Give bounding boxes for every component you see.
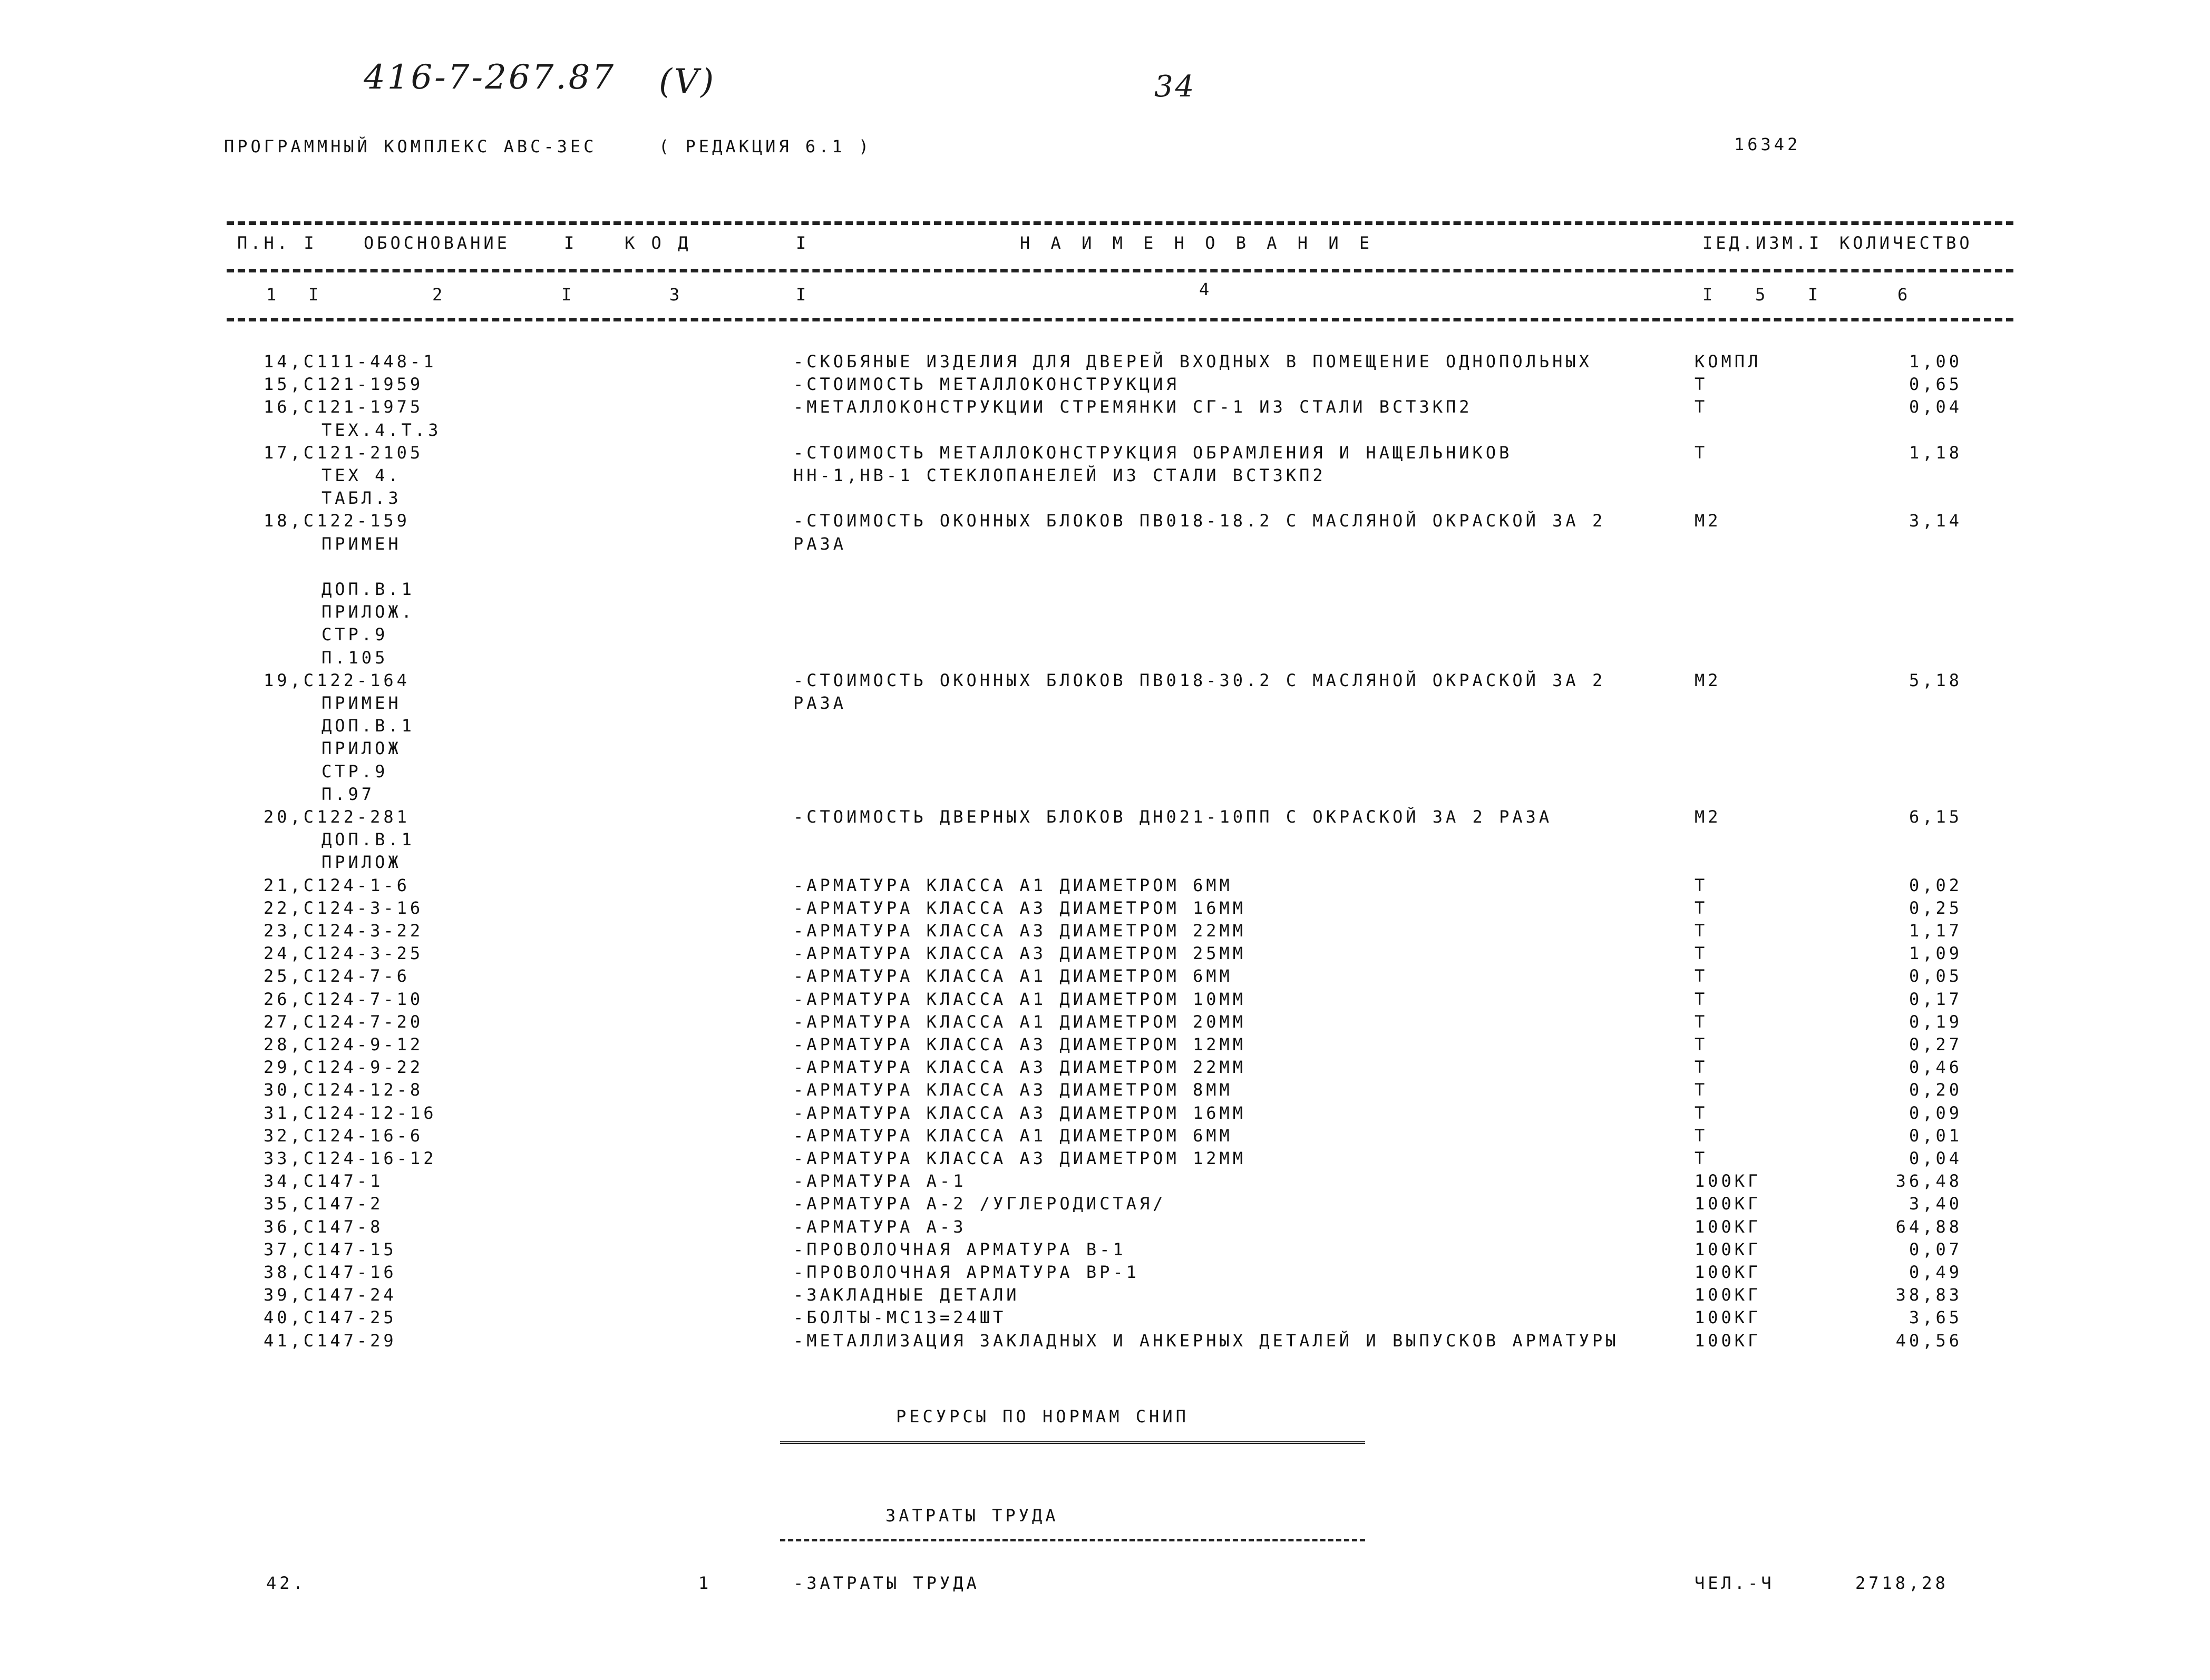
row-id-basis: 19,C122-164 <box>264 670 410 690</box>
row-quantity: 5,18 <box>1909 670 1962 690</box>
row-id-basis: 38,C147-16 <box>264 1262 397 1282</box>
header-col-qty: КОЛИЧЕСТВО <box>1839 233 1973 253</box>
row-name: -АРМАТУРА КЛАССА А3 ДИАМЕТРОМ 12ММ <box>793 1148 1247 1168</box>
row-unit: М2 <box>1695 511 1721 531</box>
row-unit: Т <box>1695 943 1708 964</box>
row-unit: 100КГ <box>1695 1307 1761 1328</box>
row-name: НН-1,НВ-1 СТЕКЛОПАНЕЛЕЙ ИЗ СТАЛИ ВСТ3КП2 <box>793 465 1326 485</box>
row-id-basis: 31,C124-12-16 <box>264 1102 437 1123</box>
row-unit: 100КГ <box>1695 1216 1761 1237</box>
row-unit: Т <box>1695 1011 1708 1032</box>
final-row-id: 42. <box>266 1573 306 1593</box>
row-quantity: 0,05 <box>1909 966 1962 986</box>
row-name: -АРМАТУРА КЛАССА А3 ДИАМЕТРОМ 22ММ <box>793 1057 1247 1078</box>
section-labour-title: ЗАТРАТЫ ТРУДА <box>885 1506 1059 1526</box>
row-name: -АРМАТУРА КЛАССА А1 ДИАМЕТРОМ 6ММ <box>793 966 1233 986</box>
row-quantity: 0,65 <box>1909 374 1962 395</box>
row-basis-continuation: СТР.9 <box>322 761 388 782</box>
row-name: -МЕТАЛЛОКОНСТРУКЦИИ СТРЕМЯНКИ СГ-1 ИЗ СТАЛИ ВСТ3КП2 <box>793 397 1473 417</box>
row-quantity: 3,40 <box>1909 1194 1962 1214</box>
final-row-unit: ЧЕЛ.-Ч <box>1695 1573 1775 1593</box>
section-resources-rule <box>780 1441 1365 1444</box>
row-basis-continuation: ДОП.В.1 <box>322 716 415 736</box>
row-quantity: 0,19 <box>1909 1011 1962 1032</box>
header-num-4: 4 <box>1199 279 1213 299</box>
row-quantity: 6,15 <box>1909 807 1962 827</box>
program-edition: ( РЕДАКЦИЯ 6.1 ) <box>659 136 872 157</box>
row-quantity: 1,00 <box>1909 351 1962 372</box>
final-row-code: 1 <box>698 1573 712 1593</box>
row-basis-continuation: ТЕХ 4. <box>322 465 402 485</box>
row-name: РАЗА <box>793 693 847 713</box>
header-num-sep-d: I <box>1702 285 1716 305</box>
header-col-unit: IЕД.ИЗМ.I <box>1702 233 1823 253</box>
row-name: -СКОБЯНЫЕ ИЗДЕЛИЯ ДЛЯ ДВЕРЕЙ ВХОДНЫХ В ПОМЕЩЕНИЕ ОДНОПОЛЬНЫХ <box>793 351 1592 372</box>
header-col-basis: ОБОСНОВАНИЕ <box>364 233 510 253</box>
row-unit: КОМПЛ <box>1695 351 1761 372</box>
row-quantity: 0,07 <box>1909 1239 1962 1259</box>
row-quantity: 38,83 <box>1895 1285 1962 1305</box>
row-quantity: 1,18 <box>1909 442 1962 463</box>
row-quantity: 0,27 <box>1909 1034 1962 1054</box>
row-id-basis: 29,C124-9-22 <box>264 1057 424 1078</box>
row-name: -АРМАТУРА КЛАССА А3 ДИАМЕТРОМ 16ММ <box>793 1102 1247 1123</box>
header-num-sep-a: I <box>308 285 322 305</box>
row-quantity: 0,09 <box>1909 1102 1962 1123</box>
row-quantity: 64,88 <box>1895 1216 1962 1237</box>
row-quantity: 0,04 <box>1909 397 1962 417</box>
header-num-1: 1 <box>266 285 280 305</box>
row-basis-continuation: П.97 <box>322 784 375 804</box>
row-unit: Т <box>1695 989 1708 1009</box>
row-unit: 100КГ <box>1695 1285 1761 1305</box>
row-quantity: 0,01 <box>1909 1125 1962 1146</box>
row-basis-continuation: ДОП.В.1 <box>322 579 415 599</box>
header-num-sep-c: I <box>796 285 810 305</box>
row-basis-continuation: ТЕХ.4.Т.3 <box>322 419 442 440</box>
row-name: -ЗАКЛАДНЫЕ ДЕТАЛИ <box>793 1285 1020 1305</box>
section-resources-title: РЕСУРСЫ ПО НОРМАМ СНИП <box>896 1406 1189 1427</box>
row-unit: Т <box>1695 397 1708 417</box>
row-name: -АРМАТУРА КЛАССА А3 ДИАМЕТРОМ 12ММ <box>793 1034 1247 1054</box>
row-unit: Т <box>1695 1125 1708 1146</box>
handwritten-doc-number: 416-7-267.87 <box>364 58 616 97</box>
row-id-basis: 28,C124-9-12 <box>264 1034 424 1054</box>
row-name: -АРМАТУРА А-2 /УГЛЕРОДИСТАЯ/ <box>793 1194 1166 1214</box>
row-quantity: 0,49 <box>1909 1262 1962 1282</box>
header-col-name: Н А И М Е Н О В А Н И Е <box>1020 233 1375 253</box>
row-id-basis: 34,C147-1 <box>264 1171 384 1191</box>
row-basis-continuation: П.105 <box>322 647 388 668</box>
row-id-basis: 37,C147-15 <box>264 1239 397 1259</box>
row-id-basis: 33,C124-16-12 <box>264 1148 437 1168</box>
row-unit: М2 <box>1695 670 1721 690</box>
row-unit: Т <box>1695 442 1708 463</box>
row-unit: Т <box>1695 897 1708 918</box>
row-id-basis: 22,C124-3-16 <box>264 897 424 918</box>
document-code: 16342 <box>1734 134 1801 154</box>
row-id-basis: 16,C121-1975 <box>264 397 424 417</box>
row-name: РАЗА <box>793 533 847 554</box>
row-id-basis: 36,C147-8 <box>264 1216 384 1237</box>
final-row-qty: 2718,28 <box>1855 1573 1949 1593</box>
row-name: -СТОИМОСТЬ МЕТАЛЛОКОНСТРУКЦИЯ ОБРАМЛЕНИЯ И НАЩЕЛЬНИКОВ <box>793 442 1513 463</box>
row-name: -ПРОВОЛОЧНАЯ АРМАТУРА В-1 <box>793 1239 1126 1259</box>
row-basis-continuation: ПРИМЕН <box>322 533 402 554</box>
row-id-basis: 30,C124-12-8 <box>264 1080 424 1100</box>
row-name: -АРМАТУРА КЛАССА А1 ДИАМЕТРОМ 6ММ <box>793 1125 1233 1146</box>
row-name: -АРМАТУРА А-3 <box>793 1216 967 1237</box>
section-labour-rule <box>780 1539 1365 1541</box>
header-col-sep2: I <box>796 233 810 253</box>
row-name: -АРМАТУРА КЛАССА А3 ДИАМЕТРОМ 16ММ <box>793 897 1247 918</box>
row-quantity: 0,46 <box>1909 1057 1962 1078</box>
row-unit: 100КГ <box>1695 1239 1761 1259</box>
row-id-basis: 17,C121-2105 <box>264 442 424 463</box>
header-num-sep-e: I <box>1808 285 1822 305</box>
header-num-2: 2 <box>432 285 446 305</box>
row-unit: Т <box>1695 966 1708 986</box>
row-id-basis: 27,C124-7-20 <box>264 1011 424 1032</box>
row-quantity: 36,48 <box>1895 1171 1962 1191</box>
row-id-basis: 23,C124-3-22 <box>264 921 424 941</box>
row-unit: Т <box>1695 921 1708 941</box>
row-basis-continuation: ПРИЛОЖ <box>322 852 402 873</box>
row-quantity: 0,04 <box>1909 1148 1962 1168</box>
row-basis-continuation: ПРИЛОЖ. <box>322 602 415 622</box>
row-quantity: 3,14 <box>1909 511 1962 531</box>
row-unit: 100КГ <box>1695 1330 1761 1351</box>
row-basis-continuation: СТР.9 <box>322 624 388 645</box>
handwritten-page-number: 34 <box>1154 70 1196 104</box>
row-name: -АРМАТУРА КЛАССА А1 ДИАМЕТРОМ 20ММ <box>793 1011 1247 1032</box>
row-id-basis: 15,C121-1959 <box>264 374 424 395</box>
row-unit: Т <box>1695 1102 1708 1123</box>
row-id-basis: 14,C111-448-1 <box>264 351 437 372</box>
row-name: -СТОИМОСТЬ ДВЕРНЫХ БЛОКОВ ДН021-10ПП С ОКРАСКОЙ ЗА 2 РАЗА <box>793 807 1553 827</box>
header-num-5: 5 <box>1755 285 1769 305</box>
row-basis-continuation: ТАБЛ.3 <box>322 488 402 509</box>
row-id-basis: 18,C122-159 <box>264 511 410 531</box>
handwritten-volume: (V) <box>659 62 716 101</box>
row-name: -СТОИМОСТЬ ОКОННЫХ БЛОКОВ ПВ018-30.2 С МАСЛЯНОЙ ОКРАСКОЙ ЗА 2 <box>793 670 1606 690</box>
row-unit: Т <box>1695 374 1708 395</box>
row-quantity: 0,02 <box>1909 875 1962 895</box>
row-basis-continuation: ПРИМЕН <box>322 693 402 713</box>
row-name: -АРМАТУРА КЛАССА А1 ДИАМЕТРОМ 6ММ <box>793 875 1233 895</box>
row-id-basis: 40,C147-25 <box>264 1307 397 1328</box>
row-unit: М2 <box>1695 807 1721 827</box>
row-quantity: 0,20 <box>1909 1080 1962 1100</box>
header-num-6: 6 <box>1897 285 1911 305</box>
row-name: -АРМАТУРА А-1 <box>793 1171 967 1191</box>
row-name: -АРМАТУРА КЛАССА А1 ДИАМЕТРОМ 10ММ <box>793 989 1247 1009</box>
header-col-pn: П.Н. I <box>237 233 317 253</box>
row-id-basis: 24,C124-3-25 <box>264 943 424 964</box>
header-col-sep1: I <box>564 233 578 253</box>
row-name: -АРМАТУРА КЛАССА А3 ДИАМЕТРОМ 25ММ <box>793 943 1247 964</box>
row-name: -ПРОВОЛОЧНАЯ АРМАТУРА ВР-1 <box>793 1262 1140 1282</box>
row-id-basis: 21,C124-1-6 <box>264 875 410 895</box>
row-name: -СТОИМОСТЬ ОКОННЫХ БЛОКОВ ПВ018-18.2 С МАСЛЯНОЙ ОКРАСКОЙ ЗА 2 <box>793 511 1606 531</box>
row-quantity: 1,09 <box>1909 943 1962 964</box>
row-id-basis: 25,C124-7-6 <box>264 966 410 986</box>
row-unit: Т <box>1695 1148 1708 1168</box>
row-name: -АРМАТУРА КЛАССА А3 ДИАМЕТРОМ 8ММ <box>793 1080 1233 1100</box>
row-basis-continuation: ДОП.В.1 <box>322 829 415 850</box>
row-quantity: 1,17 <box>1909 921 1962 941</box>
final-row-name: -ЗАТРАТЫ ТРУДА <box>793 1573 980 1593</box>
header-num-sep-b: I <box>561 285 575 305</box>
row-id-basis: 41,C147-29 <box>264 1330 397 1351</box>
row-id-basis: 32,C124-16-6 <box>264 1125 424 1146</box>
row-name: -СТОИМОСТЬ МЕТАЛЛОКОНСТРУКЦИЯ <box>793 374 1180 395</box>
row-id-basis: 35,C147-2 <box>264 1194 384 1214</box>
row-id-basis: 39,C147-24 <box>264 1285 397 1305</box>
row-unit: Т <box>1695 1057 1708 1078</box>
row-quantity: 3,65 <box>1909 1307 1962 1328</box>
row-unit: Т <box>1695 1034 1708 1054</box>
row-quantity: 0,17 <box>1909 989 1962 1009</box>
row-quantity: 40,56 <box>1895 1330 1962 1351</box>
row-unit: Т <box>1695 875 1708 895</box>
header-num-3: 3 <box>669 285 683 305</box>
row-unit: 100КГ <box>1695 1262 1761 1282</box>
row-id-basis: 20,C122-281 <box>264 807 410 827</box>
row-name: -БОЛТЫ-МС13=24ШТ <box>793 1307 1007 1328</box>
program-title: ПРОГРАММНЫЙ КОМПЛЕКС АВС-3ЕС <box>224 136 597 157</box>
row-id-basis: 26,C124-7-10 <box>264 989 424 1009</box>
row-unit: 100КГ <box>1695 1171 1761 1191</box>
row-unit: Т <box>1695 1080 1708 1100</box>
row-basis-continuation: ПРИЛОЖ <box>322 738 402 759</box>
row-quantity: 0,25 <box>1909 897 1962 918</box>
header-col-code: К О Д <box>625 233 692 253</box>
row-name: -АРМАТУРА КЛАССА А3 ДИАМЕТРОМ 22ММ <box>793 921 1247 941</box>
row-unit: 100КГ <box>1695 1194 1761 1214</box>
row-name: -МЕТАЛЛИЗАЦИЯ ЗАКЛАДНЫХ И АНКЕРНЫХ ДЕТАЛЕЙ И ВЫПУСКОВ АРМАТУРЫ <box>793 1330 1619 1351</box>
